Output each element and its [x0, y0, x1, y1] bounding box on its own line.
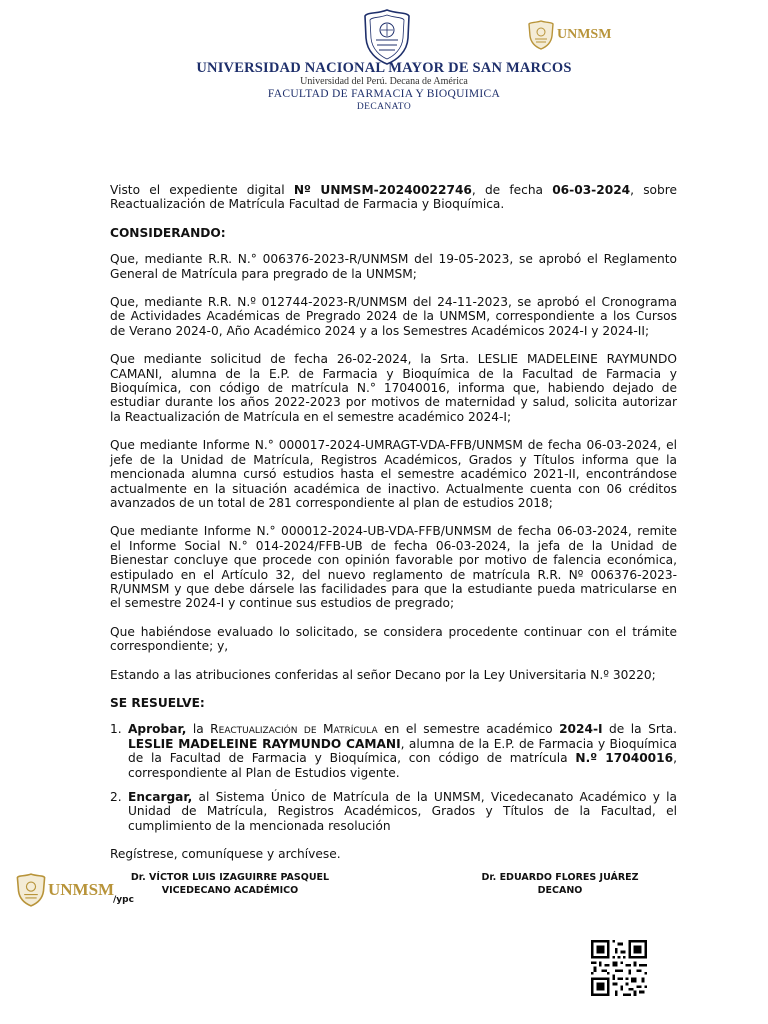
considerando-paragraph: Que mediante Informe N.° 000012-2024-UB-VDA-FFB/UNMSM de fecha 06-03-2024, remite el Informe Social N.° 014-2024/FFB-UB de fecha 06-03-2024, la jefa de la Unidad de Bienestar concluye que procede con opinión favorable por motivo de falencia económica, estipulado en el Artículo 32, del nuevo reglamento de matrícula R.R. Nº 006376-2023-R/UNMSM y que debe dársele las facilidades para que la estudiante pueda matricularse en el semestre 2024-I y continue sus estudios de pregrado;: [110, 524, 677, 611]
student-code: N.º 17040016: [575, 751, 674, 766]
resolution-fragment: , alumna de la E.P. de Farmacia y Bioquímica de la Facultad de Farmacia y Bioquímica, con código de matrícula: [128, 736, 677, 766]
signer-title: VICEDECANO ACADÉMICO: [161, 885, 299, 896]
resolution-item: [110, 722, 677, 780]
unmsm-mini-crest-icon: [16, 873, 46, 907]
university-name: UNIVERSIDAD NACIONAL MAYOR DE SAN MARCOS: [196, 60, 572, 76]
unmsm-logo-header: [528, 20, 611, 50]
resolution-number: 2.: [110, 790, 122, 804]
faculty-name: FACULTAD DE FARMACIA Y BIOQUIMICA: [267, 88, 501, 100]
signature-vicedean: [110, 871, 350, 897]
intro-paragraph: [110, 183, 677, 212]
resolution-fragment: en el semestre académico: [377, 722, 560, 737]
intro-text: , sobre Reactualización de Matrícula Facultad de Farmacia y Bioquímica.: [110, 183, 677, 212]
document-body: [110, 183, 677, 876]
resolution-fragment: de la Srta.: [602, 722, 677, 737]
resolution-text: [128, 790, 677, 833]
considerando-paragraph: Que, mediante R.R. N.º 012744-2023-R/UNMSM del 24-11-2023, se aprobó el Cronograma de Actividades Académicas de Pregrado 2024 de la UNMSM, correspondiente a los Cursos de Verano 2024-0, Año Académico 2024 y a los Semestres Académicos 2024-I y 2024-II;: [110, 295, 677, 338]
student-name: LESLIE MADELEINE RAYMUNDO CAMANI: [128, 736, 401, 751]
intro-text: Visto el expediente digital: [110, 183, 294, 197]
resolution-fragment: la: [186, 722, 211, 737]
file-date: 06-03-2024: [552, 183, 631, 197]
signature-dean: [450, 871, 670, 897]
resolution-verb: Aprobar,: [128, 722, 187, 737]
university-subtitle: Universidad del Perú. Decana de América: [300, 76, 468, 87]
university-crest-icon: [362, 8, 412, 66]
logo-text: UNMSM: [48, 880, 115, 899]
unmsm-logo-footer: [16, 873, 114, 907]
resolution-text: [128, 722, 677, 780]
closing-line: Regístrese, comuníquese y archívese.: [110, 847, 341, 862]
typist-initials: /ypc: [113, 895, 134, 905]
resolution-item: [110, 790, 677, 833]
unmsm-mini-crest-icon: [528, 20, 554, 50]
resolution-fragment: al Sistema Único de Matrícula de la UNMSM, Vicedecanato Académico y la Unidad de Matrícula, Registros Académicos, Grados y Títulos de la Facultad, el cumplimiento de la mencionada resolución: [128, 790, 677, 833]
resolution-verb: Encargar,: [128, 790, 193, 804]
considerando-paragraph: Que mediante Informe N.° 000017-2024-UMRAGT-VDA-FFB/UNMSM de fecha 06-03-2024, el jefe de la Unidad de Matrícula, Registros Académicos, Grados y Títulos informa que la mencionada alumna cursó estudios hasta el semestre académico 2021-II, encontrándose actualmente en la situación académica de inactivo. Actualmente cuenta con 06 créditos avanzados de un total de 281 correspondiente al plan de estudios 2018;: [110, 438, 677, 510]
signer-title: DECANO: [537, 885, 583, 896]
considerando-paragraph: Que mediante solicitud de fecha 26-02-2024, la Srta. LESLIE MADELEINE RAYMUNDO CAMANI, alumna de la E.P. de Farmacia y Bioquímica de la Facultad de Farmacia y Bioquímica, con código de matrícula N.° 17040016, informa que, habiendo dejado de estudiar durante los años 2022-2023 por motivos de maternidad y salud, solicita autorizar la Reactualización de Matrícula en el semestre académico 2024-I;: [110, 352, 677, 424]
considerando-heading: CONSIDERANDO:: [110, 225, 226, 240]
considerando-paragraph: Que, mediante R.R. N.° 006376-2023-R/UNMSM del 19-05-2023, se aprobó el Reglamento General de Matrícula para pregrado de la UNMSM;: [110, 252, 677, 281]
resolution-number: 1.: [110, 722, 122, 737]
qr-code-icon: [591, 940, 647, 996]
resuelve-heading: SE RESUELVE:: [110, 695, 205, 710]
considerando-paragraph: Que habiéndose evaluado lo solicitado, se considera procedente continuar con el trámite correspondiente; y,: [110, 624, 677, 654]
resolution-subject: Reactualización de Matrícula: [210, 722, 378, 737]
intro-text: , de fecha: [471, 183, 553, 197]
resolution-semester: 2024-I: [559, 722, 603, 737]
file-number: Nº UNMSM-20240022746: [293, 183, 472, 197]
office-name: DECANATO: [356, 102, 412, 112]
signer-name: Dr. VÍCTOR LUIS IZAGUIRRE PASQUEL: [130, 872, 330, 883]
logo-text: UNMSM: [557, 27, 612, 42]
resolution-fragment: , correspondiente al Plan de Estudios vigente.: [128, 751, 677, 780]
signer-name: Dr. EDUARDO FLORES JUÁREZ: [481, 872, 639, 883]
considerando-paragraph: Estando a las atribuciones conferidas al señor Decano por la Ley Universitaria N.º 30220;: [110, 667, 656, 682]
